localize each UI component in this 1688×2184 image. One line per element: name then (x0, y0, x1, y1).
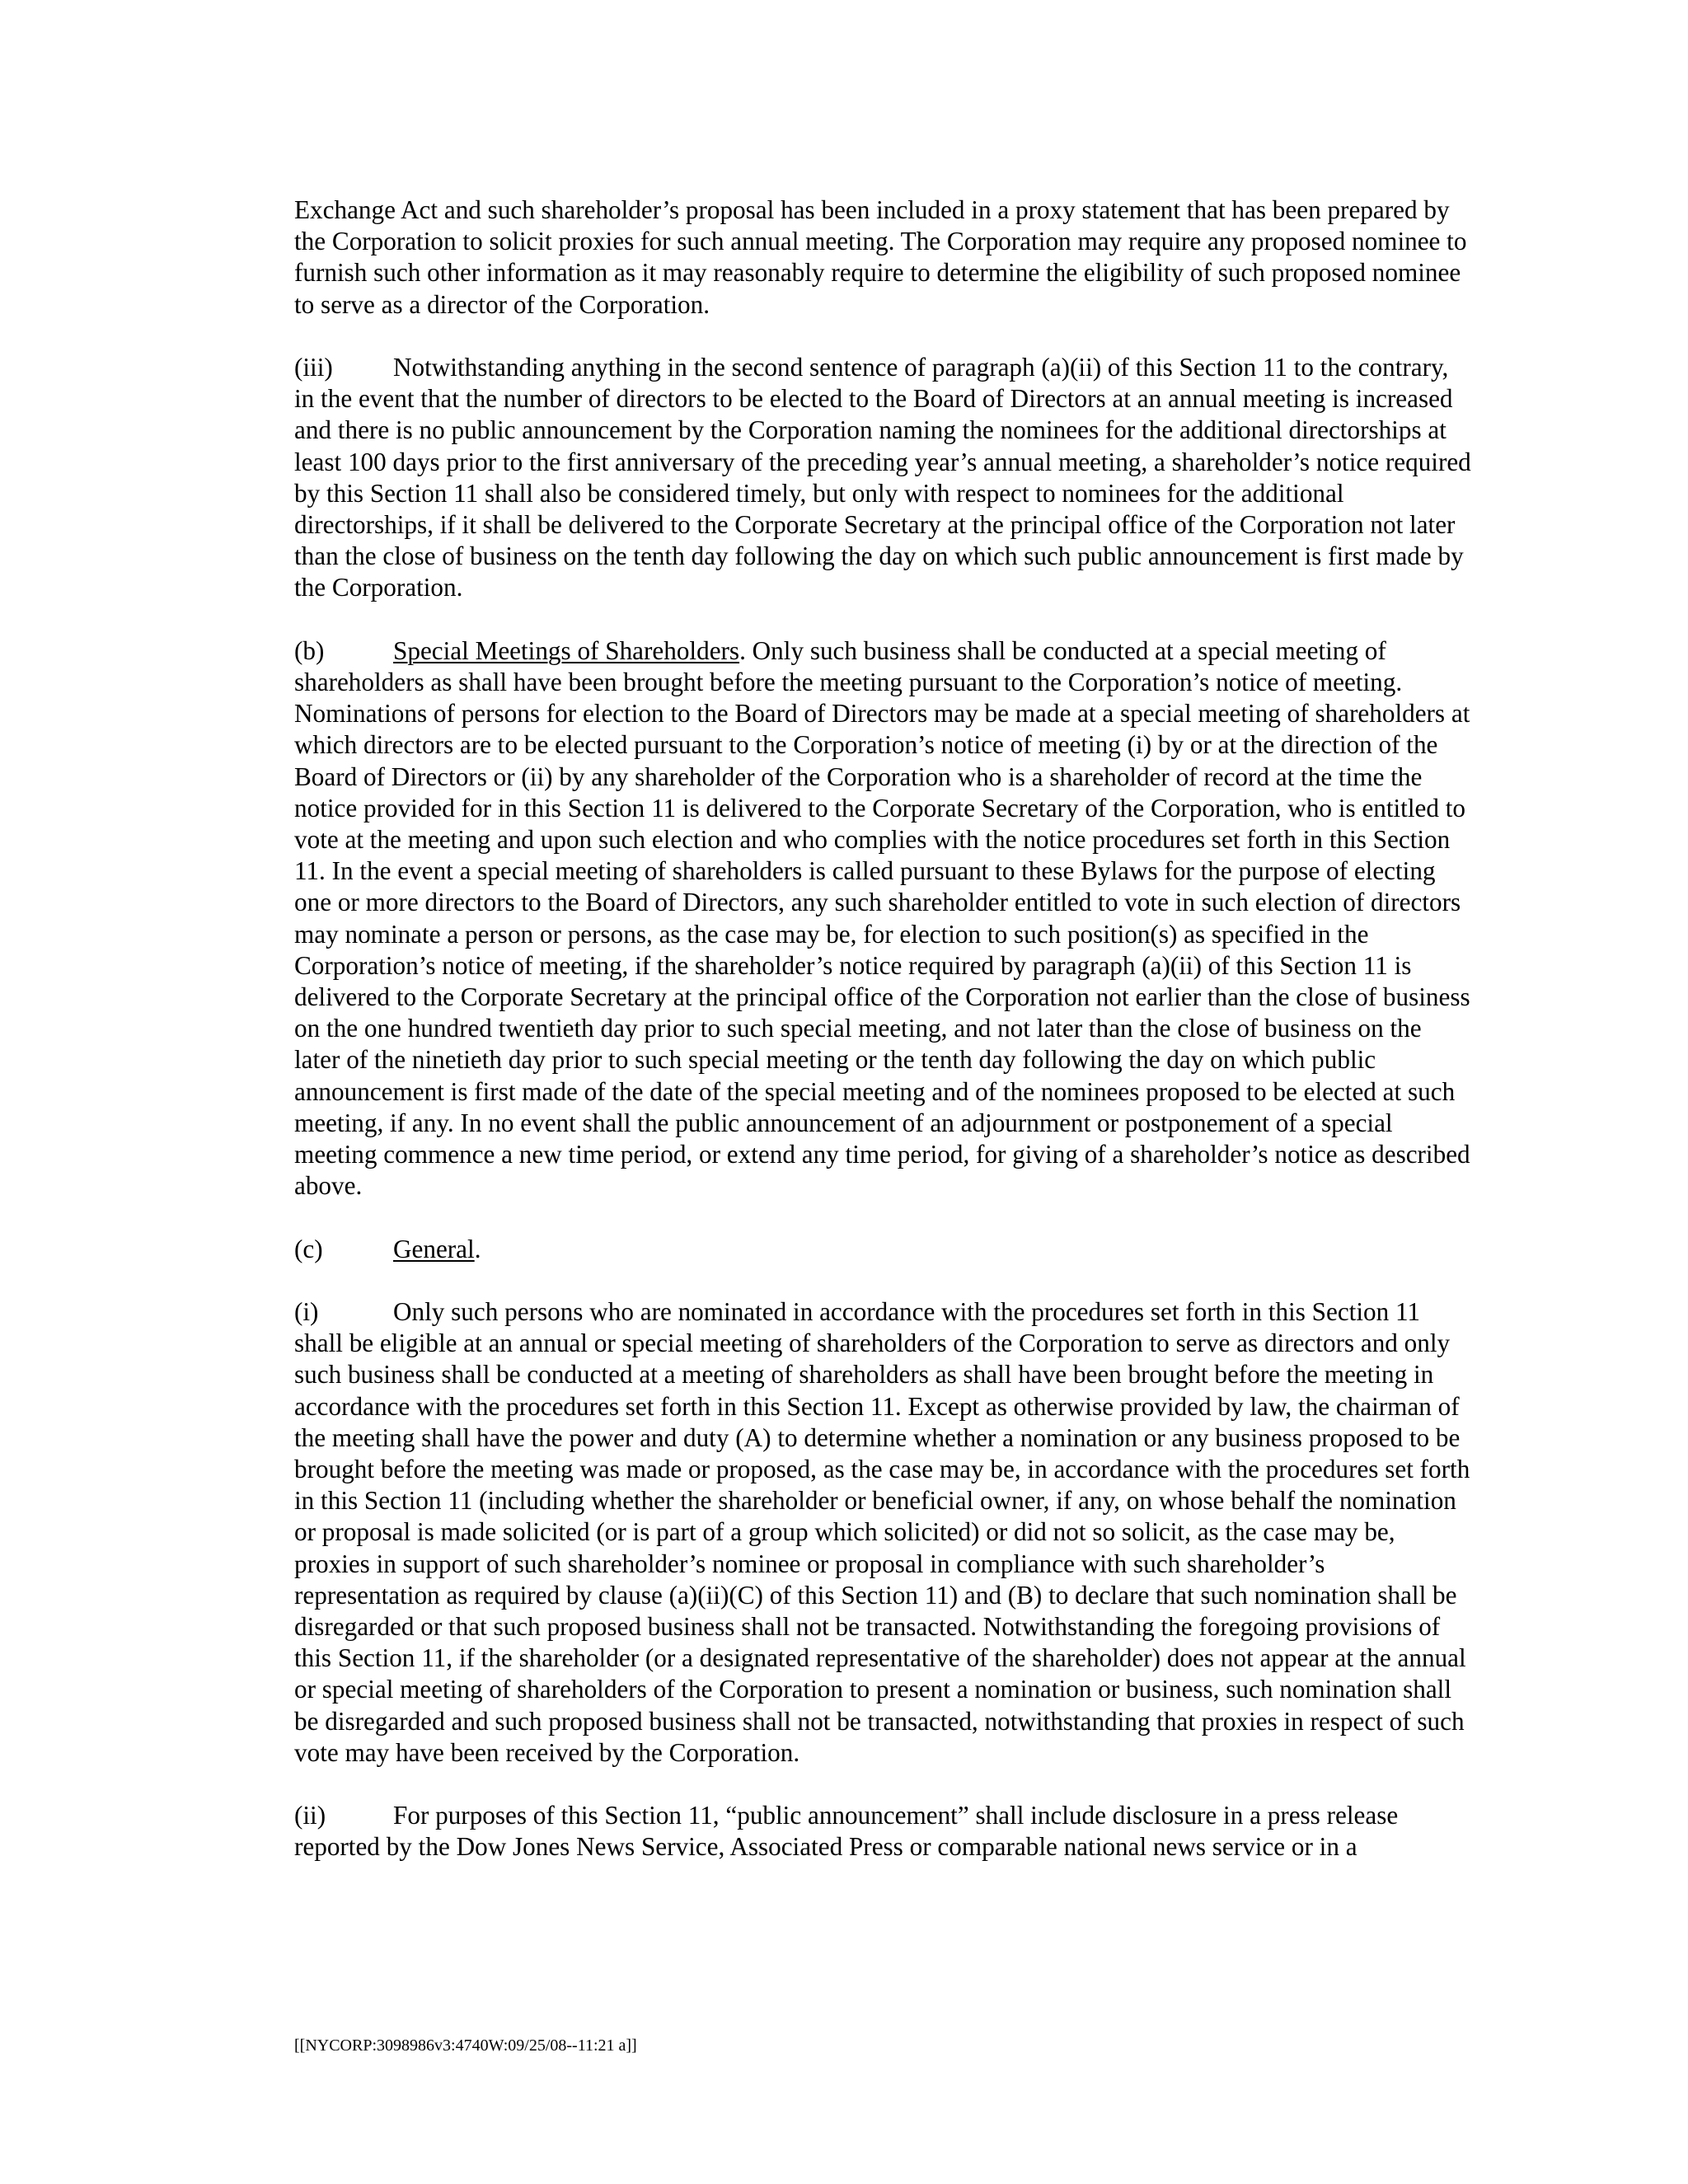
paragraph-number: (ii) (294, 1801, 326, 1830)
paragraph-text: . Only such business shall be conducted at a special meeting of shareholders as shall have been brought before the meeting pursuant to the Corporation’s notice of meeting. Nominations of persons for election to the Board of Directors may be made at a special meeting of shareholders at which directors are to be elected pursuant to the Corporation’s notice of meeting (i) by or at the direction of the Board of Directors or (ii) by any shareholder of the Corporation who is a shareholder of record at the time the notice provided for in this Section 11 is delivered to the Corporate Secretary of the Corporation, who is entitled to vote at the meeting and upon such election and who complies with the notice procedures set forth in this Section 11. In the event a special meeting of shareholders is called pursuant to these Bylaws for the purpose of electing one or more directors to the Board of Directors, any such shareholder entitled to vote in such election of directors may nominate a person or persons, as the case may be, for election to such position(s) as specified in the Corporation’s notice of meeting, if the shareholder’s notice required by paragraph (a)(ii) of this Section 11 is delivered to the Corporate Secretary at the principal office of the Corporation not earlier than the close of business on the one hundred twentieth day prior to such special meeting, and not later than the close of business on the later of the ninetieth day prior to such special meeting or the tenth day following the day on which public announcement is first made of the date of the special meeting and of the nominees proposed to be elected at such meeting, if any. In no event shall the public announcement of an adjournment or postponement of a special meeting commence a new time period, or extend any time period, for giving of a shareholder’s notice as described above. (294, 635, 1470, 1201)
paragraph-c (294, 1234, 1471, 1265)
paragraph-a-iii (294, 352, 1471, 604)
document-body (294, 194, 1471, 1895)
paragraph-continuation (294, 194, 1471, 321)
paragraph-b (294, 635, 1471, 1202)
document-footer-id: [[NYCORP:3098986v3:4740W:09/25/08--11:21 a]] (294, 2036, 637, 2055)
paragraph-c-i (294, 1296, 1471, 1769)
paragraph-text: Exchange Act and such shareholder’s proposal has been included in a proxy statement that has been prepared by the Corporation to solicit proxies for such annual meeting. The Corporation may require any proposed nominee to furnish such other information as it may reasonably require to determine the eligibility of such proposed nominee to serve as a director of the Corporation. (294, 195, 1467, 319)
paragraph-number: (c) (294, 1234, 323, 1263)
paragraph-text: Only such persons who are nominated in accordance with the procedures set forth in this Section 11 shall be eligible at an annual or special meeting of shareholders of the Corporation to serve as directors and only such business shall be conducted at a meeting of shareholders as shall have been brought before the meeting in accordance with the procedures set forth in this Section 11. Except as otherwise provided by law, the chairman of the meeting shall have the power and duty (A) to determine whether a nomination or any business proposed to be brought before the meeting was made or proposed, as the case may be, in accordance with the procedures set forth in this Section 11 (including whether the shareholder or beneficial owner, if any, on whose behalf the nomination or proposal is made solicited (or is part of a group which solicited) or did not so solicit, as the case may be, proxies in support of such shareholder’s nominee or proposal in compliance with such shareholder’s representation as required by clause (a)(ii)(C) of this Section 11) and (B) to declare that such nomination shall be disregarded or that such proposed business shall not be transacted. Notwithstanding the foregoing provisions of this Section 11, if the shareholder (or a designated representative of the shareholder) does not appear at the annual or special meeting of shareholders of the Corporation to present a nomination or business, such nomination shall be disregarded and such proposed business shall not be transacted, notwithstanding that proxies in respect of such vote may have been received by the Corporation. (294, 1297, 1470, 1767)
paragraph-number: (b) (294, 635, 325, 665)
paragraph-text: . (474, 1234, 481, 1263)
paragraph-number: (i) (294, 1297, 319, 1327)
paragraph-text: Notwithstanding anything in the second sentence of paragraph (a)(ii) of this Section 11 to the contrary, in the event that the number of directors to be elected to the Board of Directors at an annual meeting is increased and there is no public announcement by the Corporation naming the nominees for the additional directorships at least 100 days prior to the first anniversary of the preceding year’s annual meeting, a shareholder’s notice required by this Section 11 shall also be considered timely, but only with respect to nominees for the additional directorships, if it shall be delivered to the Corporate Secretary at the principal office of the Corporation not later than the close of business on the tenth day following the day on which such public announcement is first made by the Corporation. (294, 353, 1471, 602)
paragraph-number: (iii) (294, 353, 333, 382)
paragraph-text: For purposes of this Section 11, “public announcement” shall include disclosure in a press release reported by the Dow Jones News Service, Associated Press or comparable national news service or in a (294, 1801, 1399, 1862)
section-heading: General (393, 1234, 475, 1263)
paragraph-c-ii (294, 1800, 1471, 1863)
section-heading: Special Meetings of Shareholders (393, 635, 740, 665)
